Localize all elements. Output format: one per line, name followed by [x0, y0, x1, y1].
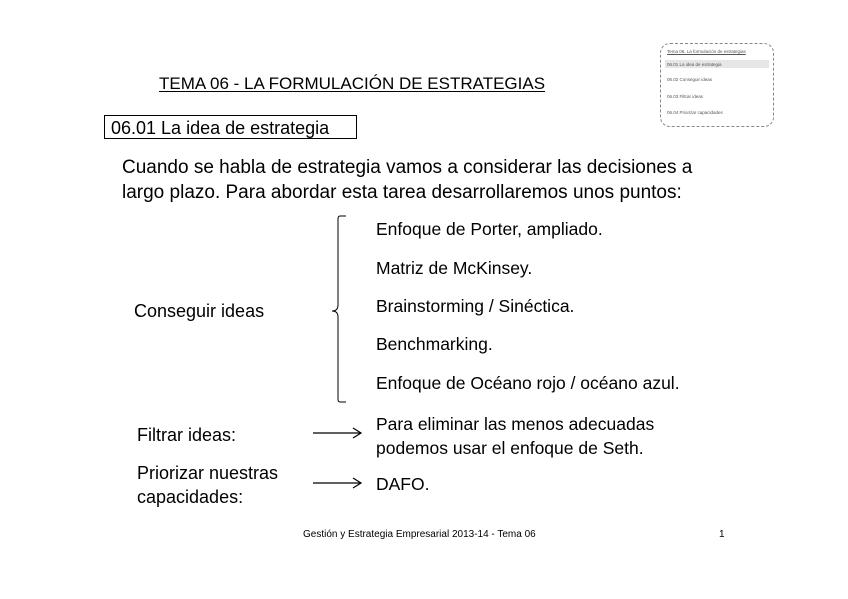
intro-line: largo plazo. Para abordar esta tarea desarrollaremos unos puntos:: [122, 182, 682, 203]
intro-line: Cuando se habla de estrategia vamos a considerar las decisiones a: [122, 157, 693, 178]
conseguir-ideas-label: Conseguir ideas: [134, 301, 265, 321]
thumbnail-item: 06.03 Filtrar ideas: [667, 94, 704, 99]
priorizar-text: DAFO.: [376, 474, 430, 494]
filtrar-text: [376, 412, 654, 460]
arrow-right-icon: [312, 426, 364, 440]
filtrar-text-line: podemos usar el enfoque de Seth.: [376, 438, 644, 458]
idea-item: Enfoque de Porter, ampliado.: [376, 219, 603, 239]
intro-paragraph: [122, 155, 692, 205]
idea-item: Enfoque de Océano rojo / océano azul.: [376, 373, 680, 393]
section-heading: 06.01 La idea de estrategia: [104, 115, 357, 139]
outline-thumbnail: [660, 43, 774, 127]
idea-item: Brainstorming / Sinéctica.: [376, 296, 575, 316]
priorizar-label: [137, 461, 278, 509]
filtrar-ideas-label: Filtrar ideas:: [137, 425, 237, 445]
thumbnail-title: Tema 06. La formulación de estrategias: [667, 49, 746, 54]
page-number: 1: [719, 529, 725, 540]
thumbnail-item: 06.04 Priorizar capacidades: [667, 110, 723, 115]
idea-item: Matriz de McKinsey.: [376, 258, 533, 278]
idea-item: Benchmarking.: [376, 334, 493, 354]
slide-title: TEMA 06 - LA FORMULACIÓN DE ESTRATEGIAS: [159, 74, 546, 93]
thumbnail-item: 06.01 La idea de estrategia: [667, 62, 722, 67]
thumbnail-item: 06.02 Conseguir ideas: [667, 77, 713, 82]
priorizar-label-line: capacidades:: [137, 487, 244, 507]
priorizar-label-line: Priorizar nuestras: [137, 463, 279, 483]
curly-brace-icon: [326, 213, 350, 405]
filtrar-text-line: Para eliminar las menos adecuadas: [376, 414, 655, 434]
arrow-right-icon: [312, 476, 364, 490]
footer-text: Gestión y Estrategia Empresarial 2013-14 - Tema 06: [303, 529, 536, 540]
